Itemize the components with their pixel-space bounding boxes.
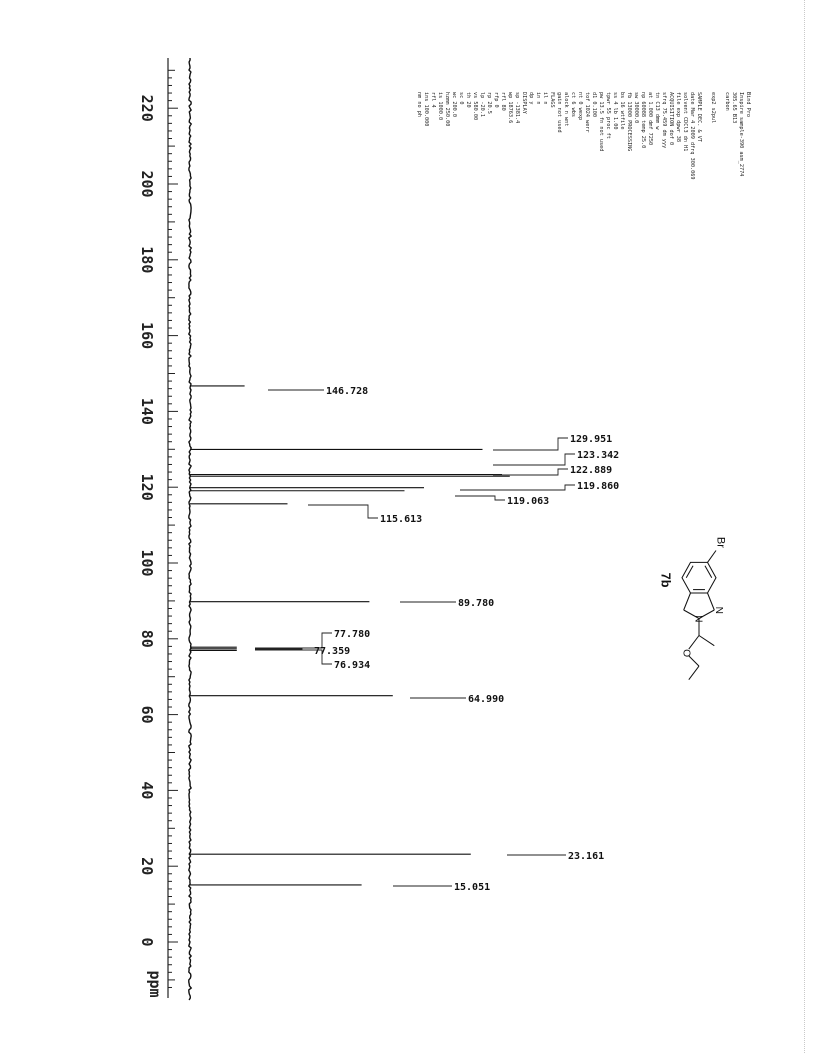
peak-leader-line <box>493 438 568 450</box>
ether-bond <box>689 656 699 666</box>
parameter-line: dp y <box>528 92 534 105</box>
parameter-line: in n <box>535 92 541 105</box>
axis-tick-label: 180 <box>138 246 156 274</box>
parameter-line: hzmm 250.00 <box>444 92 450 127</box>
peak-label: 129.951 <box>570 434 613 445</box>
acquisition-parameters-block <box>416 92 751 179</box>
parameter-line: sc 0 <box>458 92 464 105</box>
parameter-line: tof 1024 werr <box>584 92 590 133</box>
parameter-line: sw 30000.0 <box>633 92 639 124</box>
nitrogen-atom-label: N <box>692 615 704 623</box>
ether-bond <box>689 636 699 650</box>
parameter-line: DISPLAY <box>521 92 527 114</box>
parameter-line: FLAGS <box>549 92 555 108</box>
parameter-line: date Mar 4 2009 dfrq 300.069 <box>689 92 695 180</box>
parameter-line: il n <box>542 92 548 105</box>
parameter-line: rfl 4 <box>430 92 436 108</box>
parameter-line: nm no ph <box>416 92 422 117</box>
parameter-line: bs 16 wtfile <box>619 92 625 130</box>
ppm-axis-label: ppm <box>146 970 164 998</box>
parameter-line: ins 100.000 <box>423 92 429 127</box>
baseline-trace <box>189 58 191 1000</box>
compound-label: 7b <box>658 572 674 588</box>
parameter-line: d1 0.100 <box>591 92 597 117</box>
parameter-line: vs 580.00 <box>472 92 478 121</box>
peak-label: 123.342 <box>577 450 620 461</box>
parameter-line: carbon <box>724 92 730 111</box>
peak-label: 76.934 <box>334 660 371 671</box>
axis-tick-label: 40 <box>138 781 156 800</box>
ethyl-bond <box>689 666 699 680</box>
peak-label: 89.780 <box>458 598 495 609</box>
peak-leader-line <box>493 454 575 465</box>
peak-label: 146.728 <box>326 386 369 397</box>
parameter-line: wc 200.0 <box>451 92 457 117</box>
parameter-line: Inspire sample-390 asm_2774 <box>738 92 744 177</box>
axis-tick-label: 60 <box>138 705 156 724</box>
parameter-line: is 1000.0 <box>437 92 443 121</box>
axis-tick-label: 80 <box>138 629 156 648</box>
spectrum-baseline <box>189 58 191 1000</box>
parameter-line: alock n wnt <box>563 92 569 127</box>
axis-tick-label: 0 <box>138 937 156 947</box>
parameter-line: nt 0 wexp <box>577 92 583 121</box>
parameter-line: wp 18763.6 <box>507 92 513 124</box>
peak-label: 15.051 <box>454 882 491 893</box>
parameter-line: rp 20.5 <box>486 92 492 114</box>
peak-label: 122.889 <box>570 465 613 476</box>
axis-tick-label: 120 <box>138 473 156 501</box>
parameter-line: fb 13000 PROCESSING <box>626 92 632 152</box>
peak-label: 119.063 <box>507 496 550 507</box>
parameter-line: gain not used <box>556 92 562 133</box>
peak-leader-line <box>308 505 378 518</box>
bromine-bond <box>708 551 717 563</box>
parameter-line: np 60088 temp 25.0 <box>640 92 646 149</box>
parameter-line: ss 4 lb 1.00 <box>612 92 618 130</box>
parameter-line: tn C13 dmm w <box>654 92 660 130</box>
axis-tick-label: 200 <box>138 170 156 198</box>
parameter-line: exp2 s2pul <box>710 92 716 124</box>
axis-tick-label: 20 <box>138 857 156 876</box>
pyrazole-bond <box>684 593 691 610</box>
bromine-atom-label: Br <box>714 536 727 548</box>
parameter-line: Bind Pro <box>745 92 751 117</box>
parameter-line: ACQUISITION dof 0 <box>668 92 674 146</box>
parameter-line: rfp 0 <box>493 92 499 108</box>
parameter-line: at 1.000 dmf 7250 <box>647 92 653 146</box>
axis-tick-label: 160 <box>138 322 156 350</box>
parameter-line: SAMPLE DEC. & VT <box>696 92 702 142</box>
peak-label: 119.860 <box>577 481 620 492</box>
axis-tick-label: 220 <box>138 94 156 122</box>
oxygen-atom-label: O <box>680 649 692 658</box>
peak-label: 64.990 <box>468 694 505 705</box>
axis-tick-label: 140 <box>138 397 156 425</box>
peak-leader-line <box>460 485 575 490</box>
parameter-line: th 20 <box>465 92 471 108</box>
peak-label: 23.161 <box>568 851 605 862</box>
parameter-line: sp -1381.4 <box>514 92 520 124</box>
ppm-axis-ticks <box>168 70 178 987</box>
parameter-line: 305.65 B13 <box>731 92 737 124</box>
peak-labels <box>255 386 619 893</box>
benzene-ring <box>682 562 716 593</box>
parameter-line: ct 6 wbs <box>570 92 576 117</box>
parameter-line: lp -20.1 <box>479 92 485 117</box>
peak-label: 115.613 <box>380 514 423 525</box>
peak-leader-line <box>455 496 505 500</box>
parameter-line: file exp dpwr 38 <box>675 92 681 142</box>
compound-7b-structure <box>659 537 727 680</box>
ppm-axis-tick-labels <box>138 95 156 947</box>
peak-label: 77.780 <box>334 629 371 640</box>
parameter-line: solvent CDCl3 dn H1 <box>682 92 688 152</box>
parameter-line: sfrq 75.459 dm yyy <box>661 92 667 149</box>
parameter-line: pw 13.5 fn not used <box>598 92 604 152</box>
methyl-bond <box>699 636 714 646</box>
parameter-line: rfl 80 <box>500 92 506 111</box>
axis-tick-label: 100 <box>138 549 156 577</box>
parameter-line: tpwr 55 proc ft <box>605 92 611 139</box>
peak-label: 77.359 <box>314 646 351 657</box>
peak-leader-line <box>493 469 568 475</box>
nitrogen-atom-label: N <box>713 606 724 614</box>
